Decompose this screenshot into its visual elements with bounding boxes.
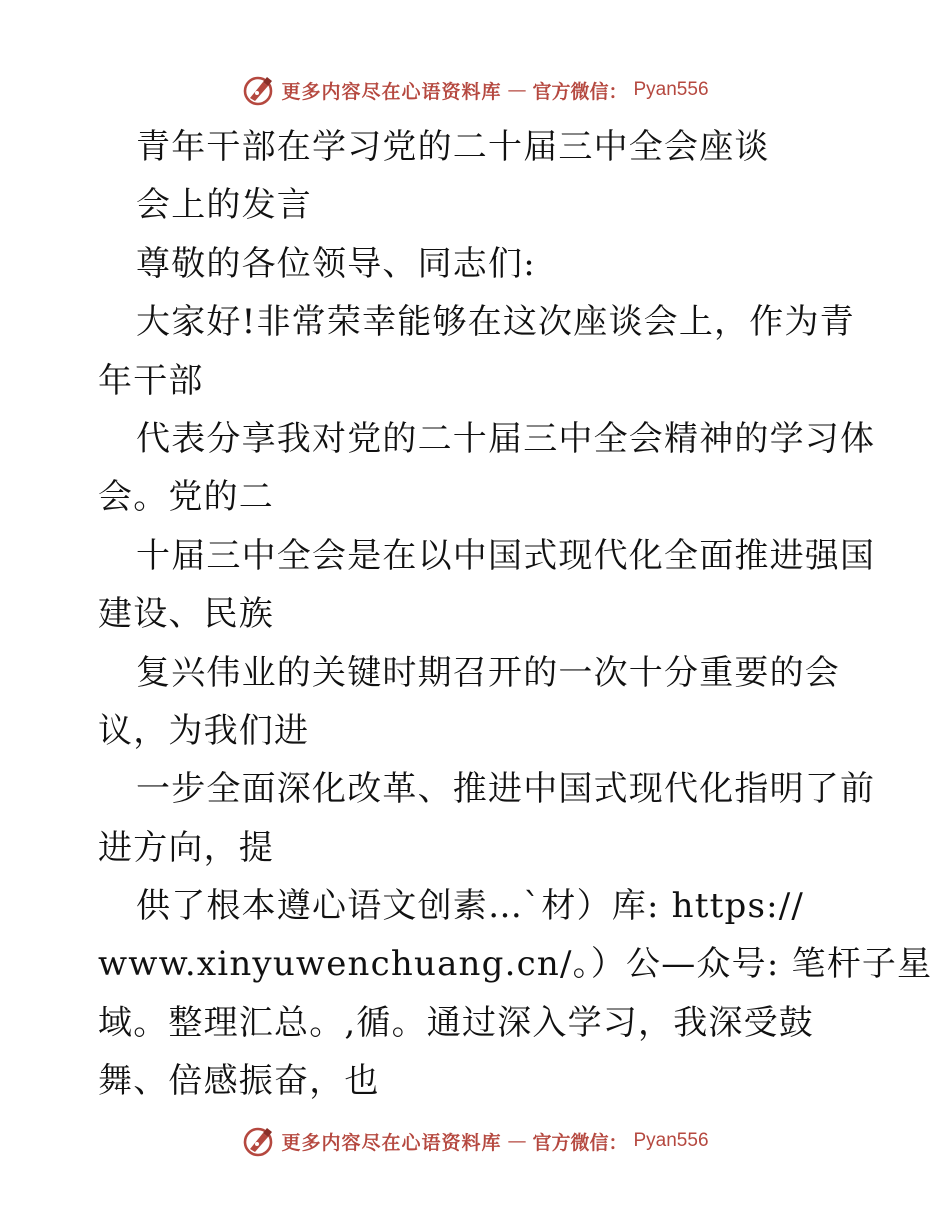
banner-wechat-id: Pyan556 bbox=[633, 1130, 709, 1151]
paragraph-line: 代表分享我对党的二十届三中全会精神的学习体 bbox=[136, 418, 876, 459]
paragraph-line: 十届三中全会是在以中国式现代化全面推进强国 bbox=[136, 535, 876, 576]
paragraph-line: 供了根本遵心语文创素…`材）库: https:// bbox=[136, 886, 805, 927]
paragraph-line: 议，为我们进 bbox=[98, 710, 310, 751]
paragraph-line: 舞、倍感振奋，也 bbox=[98, 1061, 380, 1102]
pen-nib-logo-icon bbox=[241, 1124, 275, 1158]
title-line-1: 青年干部在学习党的二十届三中全会座谈 bbox=[136, 127, 770, 167]
salutation: 尊敬的各位领导、同志们: bbox=[136, 243, 536, 284]
pen-nib-logo-icon bbox=[241, 73, 275, 107]
paragraph-line: 一步全面深化改革、推进中国式现代化指明了前 bbox=[136, 769, 876, 810]
banner-wechat-label: 官方微信： bbox=[532, 1131, 628, 1154]
paragraph-line: 年干部 bbox=[98, 360, 204, 401]
banner-brand-text: 更多内容尽在心语资料库 bbox=[281, 1131, 502, 1154]
paragraph-line: 会。党的二 bbox=[98, 477, 274, 518]
paragraph-line: www.xinyuwenchuang.cn/。）公—众号: 笔杆子星 bbox=[98, 944, 933, 985]
paragraph-line: 复兴伟业的关键时期召开的一次十分重要的会 bbox=[136, 652, 840, 693]
paragraph-line: 进方向，提 bbox=[98, 827, 274, 868]
paragraph-line: 域。整理汇总。,循。通过深入学习，我深受鼓 bbox=[98, 1002, 815, 1043]
banner-dash: — bbox=[507, 1130, 527, 1152]
header-banner bbox=[0, 70, 950, 110]
banner-brand-text: 更多内容尽在心语资料库 bbox=[281, 80, 502, 103]
footer-banner bbox=[0, 1121, 950, 1161]
paragraph-line: 大家好!非常荣幸能够在这次座谈会上，作为青 bbox=[136, 302, 855, 343]
document-body bbox=[98, 118, 933, 1111]
banner-dash: — bbox=[507, 79, 527, 101]
title-line-2: 会上的发言 bbox=[136, 185, 312, 226]
paragraph-line: 建设、民族 bbox=[98, 594, 274, 635]
banner-wechat-label: 官方微信： bbox=[532, 80, 628, 103]
banner-wechat-id: Pyan556 bbox=[633, 79, 709, 100]
